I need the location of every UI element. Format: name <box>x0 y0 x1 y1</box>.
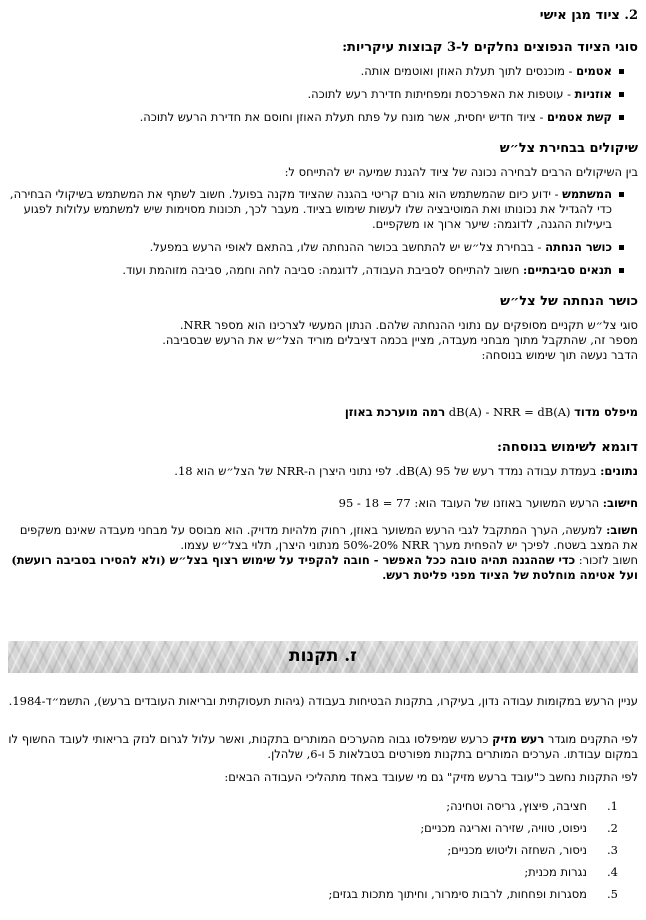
selection-intro: בין השיקולים הרבים לבחירה נכונה של ציוד להגנת שמיעה יש להתייחס ל: <box>284 165 638 179</box>
bullet-text <box>8 187 612 232</box>
processes-intro: לפי התקנות נחשב כ"עובד ברעש מזיק" גם מי שעובד באחד מתהליכי העבודה הבאים: <box>224 770 638 784</box>
text-segment: קשת אטמים <box>547 110 612 124</box>
list-item <box>8 821 618 836</box>
bullet-item <box>8 87 624 102</box>
equipment-bullet-list <box>8 64 638 125</box>
nrr-formula <box>8 405 638 420</box>
text-segment: בעמדת עבודה נמדד רעש של 95 dB(A). לפי נתוני היצרן ה-NRR של הצל״ש הוא 18. <box>174 464 601 478</box>
regulations-intro: עניין הרעש במקומות עבודה נדון, בעיקרו, בתקנות הבטיחות בעבודה (גיהות תעסוקתית ובריאות העובדים ברעש), התשמ״ד-1984. <box>8 694 638 708</box>
list-item-number: 5. <box>607 887 618 901</box>
paragraph-line: סוגי צל״ש תקניים מסופקים עם נתוני ההנחתה שלהם. הנתון המעשי לצרכינו הוא מספר NRR. <box>179 318 638 332</box>
work-processes-list <box>8 799 618 902</box>
example-given <box>8 464 638 479</box>
list-item <box>8 843 618 858</box>
list-item-number: 4. <box>607 865 618 879</box>
list-item-number: 2. <box>607 821 618 835</box>
text-segment: NRR <box>401 538 430 552</box>
text-segment: - מוכנסים לתוך תעלת האוזן ואוטמים אותה. <box>360 64 577 78</box>
text-segment: 95 - 18 = 77 <box>338 496 411 510</box>
heading-equipment-types: סוגי הציוד הנפוצים נחלקים ל-3 קבוצות עיקריות: <box>342 40 638 55</box>
bullet-item <box>8 110 624 125</box>
list-item <box>8 865 618 880</box>
text-segment: רמה מוערכת באוזן <box>344 405 446 419</box>
regulations-banner: ז. תקנות <box>8 641 638 673</box>
text-segment: dB(A) - NRR = dB(A) <box>445 405 575 419</box>
text-segment: מיפלס מדוד <box>574 405 638 419</box>
bullet-text <box>8 87 612 102</box>
text-segment: אטמים <box>576 64 612 78</box>
text-segment: הרעש המשוער באוזנו של העובד הוא: <box>410 496 603 510</box>
text-segment: נתונים: <box>600 464 638 478</box>
bullet-text <box>8 240 612 255</box>
bullet-text <box>8 263 612 278</box>
list-item-text: נגרות מכנית; <box>524 865 587 879</box>
text-segment: תנאים סביבתיים: <box>523 263 612 277</box>
list-item-text: ניפוט, טוויה, שזירה ואריגה מכניים; <box>420 821 587 835</box>
example-important-note <box>8 523 638 553</box>
square-bullet-icon <box>619 192 624 197</box>
square-bullet-icon <box>619 115 624 120</box>
text-segment: חשוב: <box>606 523 638 537</box>
paragraph-line: הדבר נעשה תוך שימוש בנוסחה: <box>481 348 638 362</box>
text-segment: כדי שההגנה תהיה טובה ככל האפשר - חובה להקפיד על שימוש רצוף בצל״ש (ולא להסירו בסביבה רועשת) ועל אטימה מוחלטת של הציוד מפני פליטת רעש. <box>11 553 638 582</box>
list-item-text: ניסור, השחזה וליטוש מכניים; <box>447 843 587 857</box>
text-segment: כושר הנחתה <box>545 240 612 254</box>
square-bullet-icon <box>619 69 624 74</box>
square-bullet-icon <box>619 245 624 250</box>
text-segment: חישוב: <box>602 496 638 510</box>
example-calculation <box>8 496 638 511</box>
list-item-number: 1. <box>607 799 618 813</box>
attenuation-paragraph <box>8 318 638 363</box>
selection-bullet-list <box>8 187 638 278</box>
harmful-noise-definition <box>8 732 638 762</box>
text-segment: המשתמש <box>562 187 612 201</box>
bullet-text <box>8 64 612 79</box>
square-bullet-icon <box>619 92 624 97</box>
square-bullet-icon <box>619 268 624 273</box>
list-item-text: מסגרות ופחחות, לרבות סימרור, וחיתוך מתכות בגזים; <box>328 887 587 901</box>
text-segment: חשוב לזכור: <box>575 553 638 567</box>
bullet-item <box>8 64 624 79</box>
text-segment: - ציוד חדיש יחסית, אשר מונח על פתח תעלת האוזן וחוסם את חדירת הרעש לתוכה. <box>139 110 548 124</box>
heading-attenuation: כושר הנחתה של צל״ש <box>500 294 638 309</box>
text-segment: למעשה, הערך המתקבל לגבי הרעש המשוער באוזן, רחוק מלהיות מדויק. הוא מבוסס על מבחני מעבדה שאינם משקפים את המצב בשטח. לפיכך יש להפחית מערך <box>19 523 638 552</box>
text-segment: חשוב להתייחס לסביבת העבודה, לדוגמה: סביבה לחה וחמה, סביבה מזוהמת ועוד. <box>122 263 524 277</box>
page-title: 2. ציוד מגן אישי <box>539 8 638 23</box>
text-segment: רעש מזיק <box>492 732 545 746</box>
text-segment: מנתוני היצרן, תלוי בצל״ש עצמו. <box>180 538 344 552</box>
list-item <box>8 887 618 902</box>
text-segment: - בבחירת צל״ש יש להתחשב בכושר ההנחתה שלו, בהתאם לאופי הרעש במפעל. <box>149 240 546 254</box>
text-segment: 50%-20% <box>343 538 399 552</box>
heading-formula-example: דוגמא לשימוש בנוסחה: <box>497 440 638 455</box>
text-segment: לפי התקנים מוגדר <box>544 732 638 746</box>
text-segment: - עוטפות את האפרכסת ומפחיתות חדירת רעש לתוכה. <box>307 87 575 101</box>
text-segment: - ידוע כיום שהמשתמש הוא גורם קריטי בהגנה שהציוד מקנה בפועל. חשוב לשתף את המשתמש בשיקולי הבחירה, כדי להגדיל את נכונותו ואת המוטיבציה שלו לעשות שימוש בציוד. מעבר לכך, תכונות מסוימות שיש למשתמש עלולות לפגוע ביעילות ההגנה, לדוגמה: שיער ארוך או משקפיים. <box>9 187 612 231</box>
list-item-number: 3. <box>607 843 618 857</box>
list-item-text: חציבה, פיצוץ, גריסה וטחינה; <box>446 799 587 813</box>
bullet-item <box>8 263 624 278</box>
text-segment: כרעש שמיפלסו גבוה מהערכים המותרים בתקנות, ואשר עלול לגרום לנזק בריאותי לעובד החשוף לו במקום עבודתו. הערכים המותרים בתקנות מפורטים בטבלאות 5 ו-6, שלהלן. <box>8 732 638 761</box>
bullet-item <box>8 187 624 232</box>
paragraph-line: מספר זה, שהתקבל מתוך מבחני מעבדה, מציין בכמה דציבלים מוריד הצל״ש את הרעש שבסביבה. <box>162 333 638 347</box>
example-remember-note <box>8 553 638 583</box>
bullet-text <box>8 110 612 125</box>
bullet-item <box>8 240 624 255</box>
heading-selection-considerations: שיקולים בבחירת צל״ש <box>499 141 638 156</box>
list-item <box>8 799 618 814</box>
text-segment: אוזניות <box>574 87 612 101</box>
